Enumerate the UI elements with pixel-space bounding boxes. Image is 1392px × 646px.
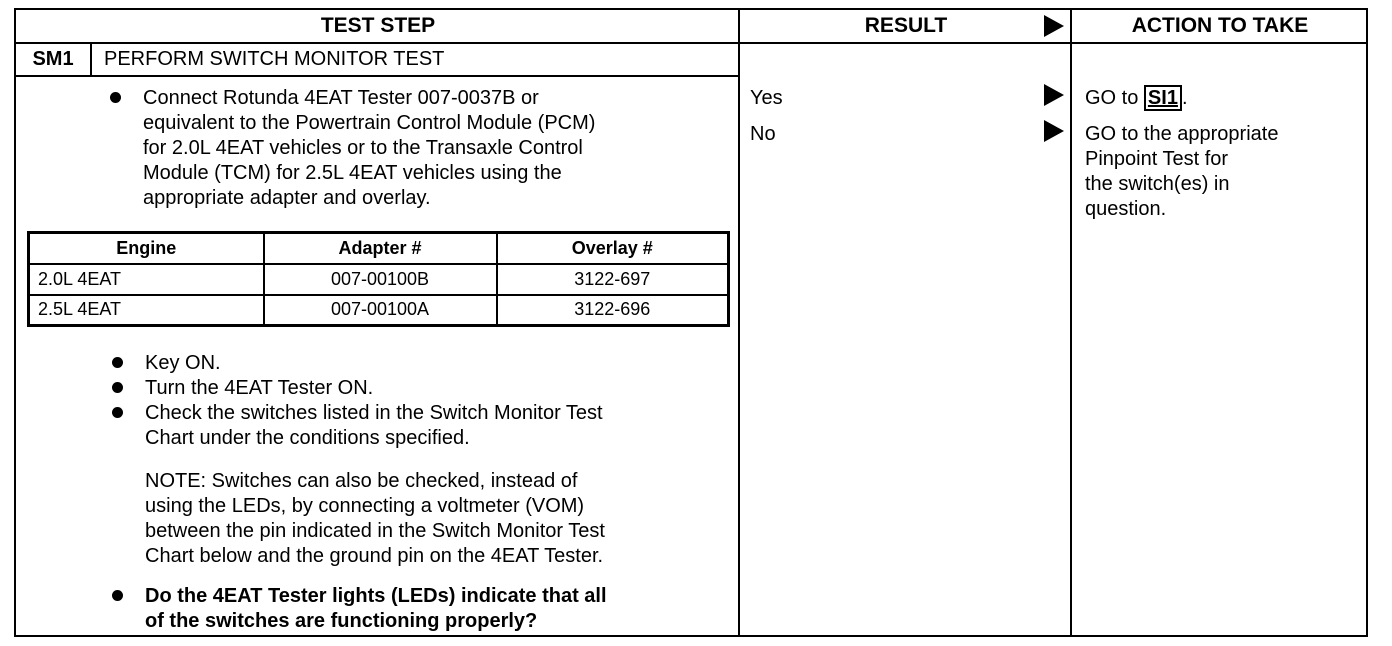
note-line-1: NOTE: Switches can also be checked, instead of [145, 470, 578, 492]
bullet-icon [112, 590, 123, 601]
result-yes: Yes [750, 87, 783, 109]
table-header-adapter: Adapter # [264, 233, 497, 264]
note-line-3: between the pin indicated in the Switch Monitor Test [145, 520, 605, 542]
table-cell-overlay: 3122-696 [497, 295, 729, 326]
step-title: PERFORM SWITCH MONITOR TEST [104, 48, 445, 70]
instruction-key-on: Key ON. [145, 352, 221, 374]
action-no-line-2: Pinpoint Test for [1085, 148, 1229, 170]
action-yes [1085, 86, 1188, 111]
table-cell-engine: 2.5L 4EAT [29, 295, 264, 326]
action-no-line-4: question. [1085, 198, 1167, 220]
result-yes-arrow-icon [1044, 84, 1064, 106]
bullet-icon [112, 357, 123, 368]
instruction-check-1: Check the switches listed in the Switch Monitor Test [145, 402, 603, 424]
note-line-2: using the LEDs, by connecting a voltmeter (VOM) [145, 495, 585, 517]
step-title-row [16, 44, 738, 77]
bullet-icon [112, 407, 123, 418]
header-test-step: TEST STEP [16, 10, 740, 44]
instruction-tester-on: Turn the 4EAT Tester ON. [145, 377, 374, 399]
result-no: No [750, 123, 776, 145]
result-no-arrow-icon [1044, 120, 1064, 142]
adapter-table [27, 231, 730, 327]
table-cell-adapter: 007-00100B [264, 264, 497, 295]
table-cell-engine: 2.0L 4EAT [29, 264, 264, 295]
table-row [29, 295, 729, 326]
table-row [29, 264, 729, 295]
table-header-overlay: Overlay # [497, 233, 729, 264]
action-yes-reference: SI1 [1144, 85, 1182, 111]
header-result [740, 10, 1072, 44]
bullet-icon [112, 382, 123, 393]
action-no-line-1: GO to the appropriate [1085, 123, 1279, 145]
instruction-connect-2: equivalent to the Powertrain Control Module (PCM) [143, 112, 596, 134]
table-cell-adapter: 007-00100A [264, 295, 497, 326]
instruction-connect-5: appropriate adapter and overlay. [143, 187, 431, 209]
action-yes-prefix: GO to [1085, 87, 1139, 109]
column-divider-action [1070, 10, 1072, 635]
instruction-check-2: Chart under the conditions specified. [145, 427, 470, 449]
instruction-connect-4: Module (TCM) for 2.5L 4EAT vehicles using the [143, 162, 562, 184]
step-id: SM1 [16, 44, 92, 75]
question-line-2: of the switches are functioning properly? [145, 610, 538, 632]
table-cell-overlay: 3122-697 [497, 264, 729, 295]
column-divider-result [738, 10, 740, 635]
header-action: ACTION TO TAKE [1072, 10, 1368, 44]
table-header-row [29, 233, 729, 264]
instruction-connect-3: for 2.0L 4EAT vehicles or to the Transaxle Control [143, 137, 583, 159]
header-result-label: RESULT [864, 14, 948, 37]
header-arrow-icon [1044, 15, 1064, 37]
question-line-1: Do the 4EAT Tester lights (LEDs) indicate that all [145, 585, 607, 607]
action-yes-suffix: . [1181, 87, 1188, 109]
action-no-line-3: the switch(es) in [1085, 173, 1230, 195]
note-line-4: Chart below and the ground pin on the 4EAT Tester. [145, 545, 604, 567]
table-header-engine: Engine [29, 233, 264, 264]
test-step-chart [14, 8, 1368, 637]
instruction-connect-1: Connect Rotunda 4EAT Tester 007-0037B or [143, 87, 539, 109]
bullet-icon [110, 92, 121, 103]
